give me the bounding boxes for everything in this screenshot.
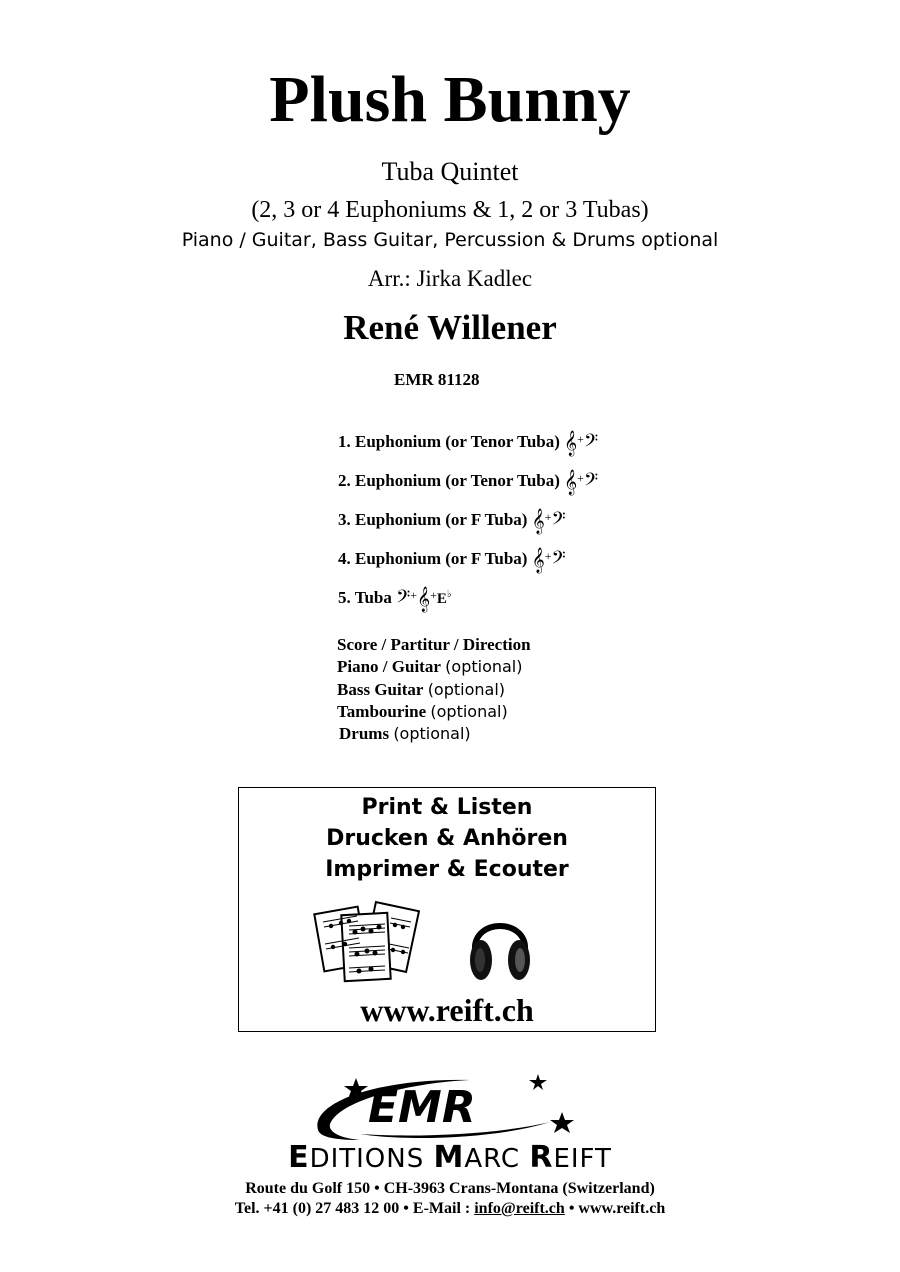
publisher-initial: M [433,1140,465,1175]
extra-item [337,634,531,656]
bass-clef-icon: 𝄢 [583,470,599,495]
phone-text: Tel. +41 (0) 27 483 12 00 • E-Mail : [234,1200,475,1217]
flat-icon: ♭ [446,589,452,600]
extra-item [337,679,505,701]
promo-url: www.reift.ch [360,992,534,1028]
extra-name: Piano / Guitar [337,657,441,676]
extra-name: Drums [339,724,390,743]
plus-sign: + [544,510,552,524]
bass-clef-icon: 𝄢 [396,587,411,612]
composer: René Willener [343,308,557,347]
treble-clef-icon: 𝄞 [531,509,545,534]
promo-line-fr: Imprimer & Ecouter [325,857,569,882]
promo-line-en: Print & Listen [361,795,533,820]
print-listen-box [238,787,656,1032]
part-label: 5. Tuba [338,588,392,607]
publisher-address: Route du Golf 150 • CH-3963 Crans-Montana (Switzerland) [245,1180,655,1197]
part-item [338,467,598,494]
extra-note: (optional) [393,724,471,743]
publisher-contact [0,1198,900,1220]
publisher-initial: R [529,1140,554,1175]
part-item [338,506,566,533]
treble-clef-icon: 𝄞 [417,587,431,612]
part-label: 1. Euphonium (or Tenor Tuba) [338,432,560,451]
extra-item [337,656,522,678]
bass-clef-icon: 𝄢 [551,548,566,573]
plus-sign: + [430,588,437,602]
optional-instruments-line: Piano / Guitar, Bass Guitar, Percussion & Drums optional [181,229,719,251]
publisher-word: DITIONS [309,1144,434,1174]
catalog-number: EMR 81128 [394,370,480,389]
extra-name: Tambourine [337,702,427,721]
publisher-initial: E [288,1140,310,1175]
extra-note: (optional) [445,657,523,676]
subtitle: Tuba Quintet [381,157,519,186]
part-label: 3. Euphonium (or F Tuba) [338,510,528,529]
headphones-icon [465,904,535,984]
extra-item [339,723,471,745]
sheet-music-icon [313,900,423,988]
plus-sign: + [544,549,552,563]
extra-name: Score / Partitur / Direction [337,635,531,654]
publisher-word: EIFT [553,1144,612,1174]
bass-clef-icon: 𝄢 [551,509,566,534]
publisher-word: ARC [464,1144,530,1174]
extra-item [337,701,508,723]
treble-clef-icon: 𝄞 [564,431,578,456]
eb-letter: E [436,591,447,607]
part-item [338,428,598,455]
instrumentation: (2, 3 or 4 Euphoniums & 1, 2 or 3 Tubas) [251,197,649,223]
treble-clef-icon: 𝄞 [564,470,578,495]
extra-note: (optional) [430,702,508,721]
title: Plush Bunny [269,63,631,136]
publisher-name [0,1142,900,1175]
part-item [338,584,452,611]
email-link[interactable]: info@reift.ch [474,1200,565,1217]
part-label: 4. Euphonium (or F Tuba) [338,549,528,568]
bass-clef-icon: 𝄢 [583,431,599,456]
plus-sign: + [577,471,584,485]
plus-sign: + [577,432,584,446]
plus-sign: + [410,588,418,602]
arranger: Arr.: Jirka Kadlec [367,266,533,291]
extra-note: (optional) [427,680,506,699]
part-item [338,545,566,572]
logo-text: EMR [368,1082,476,1133]
extra-name: Bass Guitar [337,680,424,699]
promo-line-de: Drucken & Anhören [326,826,568,851]
treble-clef-icon: 𝄞 [531,548,545,573]
part-label: 2. Euphonium (or Tenor Tuba) [338,471,560,490]
website-text: • www.reift.ch [564,1200,666,1217]
